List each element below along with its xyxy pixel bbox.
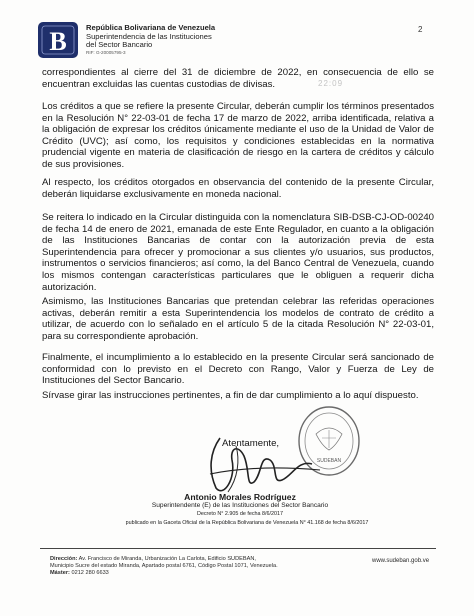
address-line-1: Av. Francisco de Miranda, Urbanización La Carlota, Edificio SUDEBAN, [78, 556, 256, 562]
footer-address [50, 556, 278, 577]
logo-letter: B [49, 27, 67, 56]
signer-decree: Decreto N° 2.905 de fecha 8/6/2017 [196, 511, 284, 517]
paragraph-2: Los créditos a que se refiere la presente Circular, deberán cumplir los términos presentados en la Resolución N° 22-03-01 de fecha 17 de marzo de 2022, arriba identificada, relativa a la obligación de expresar los créditos únicamente mediante el uso de la Unidad de Valor de Crédito (UVC); así como, los requisitos y condiciones establecidas en la normativa prudencial vigente en materia de clasificación de riesgo en la cartera de créditos y cálculo de sus provisiones. [42, 101, 434, 170]
phone-number: 0212 280 6633 [71, 570, 109, 576]
page-number: 2 [418, 25, 423, 34]
signer-name: Antonio Morales Rodríguez [184, 492, 296, 502]
paragraph-1: correspondientes al cierre del 31 de diciembre de 2022, en consecuencia de ello se encuentran excluidas las cuentas custodias de divisas. [42, 67, 434, 90]
signer-gazette: publicado en la Gaceta Oficial de la República Bolivariana de Venezuela N° 41.168 de fecha 8/6/2017 [125, 520, 369, 526]
footer-divider [40, 548, 436, 549]
signer-role: Superintendente (E) de las Instituciones del Sector Bancario [151, 502, 329, 509]
org-line-3: del Sector Bancario [86, 40, 153, 50]
org-line-1: República Bolivariana de Venezuela [86, 23, 216, 32]
website-link[interactable]: www.sudeban.gob.ve [372, 558, 430, 564]
paragraph-4: Se reitera lo indicado en la Circular distinguida con la nomenclatura SIB-DSB-CJ-OD-00240 de fecha 14 de enero de 2021, emanada de este Ente Regulador, en cuanto a la obligación de las Instituciones Bancarias de contar con la autorización previa de esta Superintendencia para ofrecer y promocionar a sus clientes y/o usuarios, sus productos, instrumentos o servicios financieros; así como, la del Banco Central de Venezuela, cuando los mismos contengan características particulares que le obliguen a requerir dicha autorización. [42, 212, 434, 293]
rif-number: RIF: G-20005795-3 [86, 49, 126, 55]
paragraph-6: Finalmente, el incumplimiento a lo establecido en la presente Circular será sancionado de conformidad con lo previsto en el Decreto con Rango, Valor y Fuerza de Ley de Instituciones del Sector Bancario. [42, 352, 434, 387]
organization-header [86, 24, 215, 56]
seal-text: SUDEBAN [316, 458, 342, 464]
faint-stamp: 22:09 [318, 79, 344, 88]
org-line-2: Superintendencia de las Instituciones [86, 31, 212, 41]
phone-label: Máster: [50, 570, 70, 576]
address-line-2: Municipio Sucre del estado Miranda, Apartado postal 6761, Código Postal 1071, Venezuela. [50, 563, 278, 569]
closing-salutation: Atentamente, [222, 438, 280, 449]
paragraph-7: Sírvase girar las instrucciones pertinentes, a fin de dar cumplimiento a lo aquí dispuesto. [42, 390, 419, 401]
paragraph-5: Asimismo, las Instituciones Bancarias que pretendan celebrar las referidas operaciones activas, deberán remitir a esta Superintendencia los modelos de contrato de crédito a utilizar, de acuerdo con lo señalado en el artículo 5 de la citada Resolución N° 22-03-01, para su correspondiente aprobación. [42, 296, 434, 342]
address-label: Dirección: [50, 556, 78, 562]
sudeban-logo [36, 20, 80, 60]
paragraph-3: Al respecto, los créditos otorgados en observancia del contenido de la presente Circular, deberán liquidarse exclusivamente en moneda nacional. [42, 177, 434, 200]
